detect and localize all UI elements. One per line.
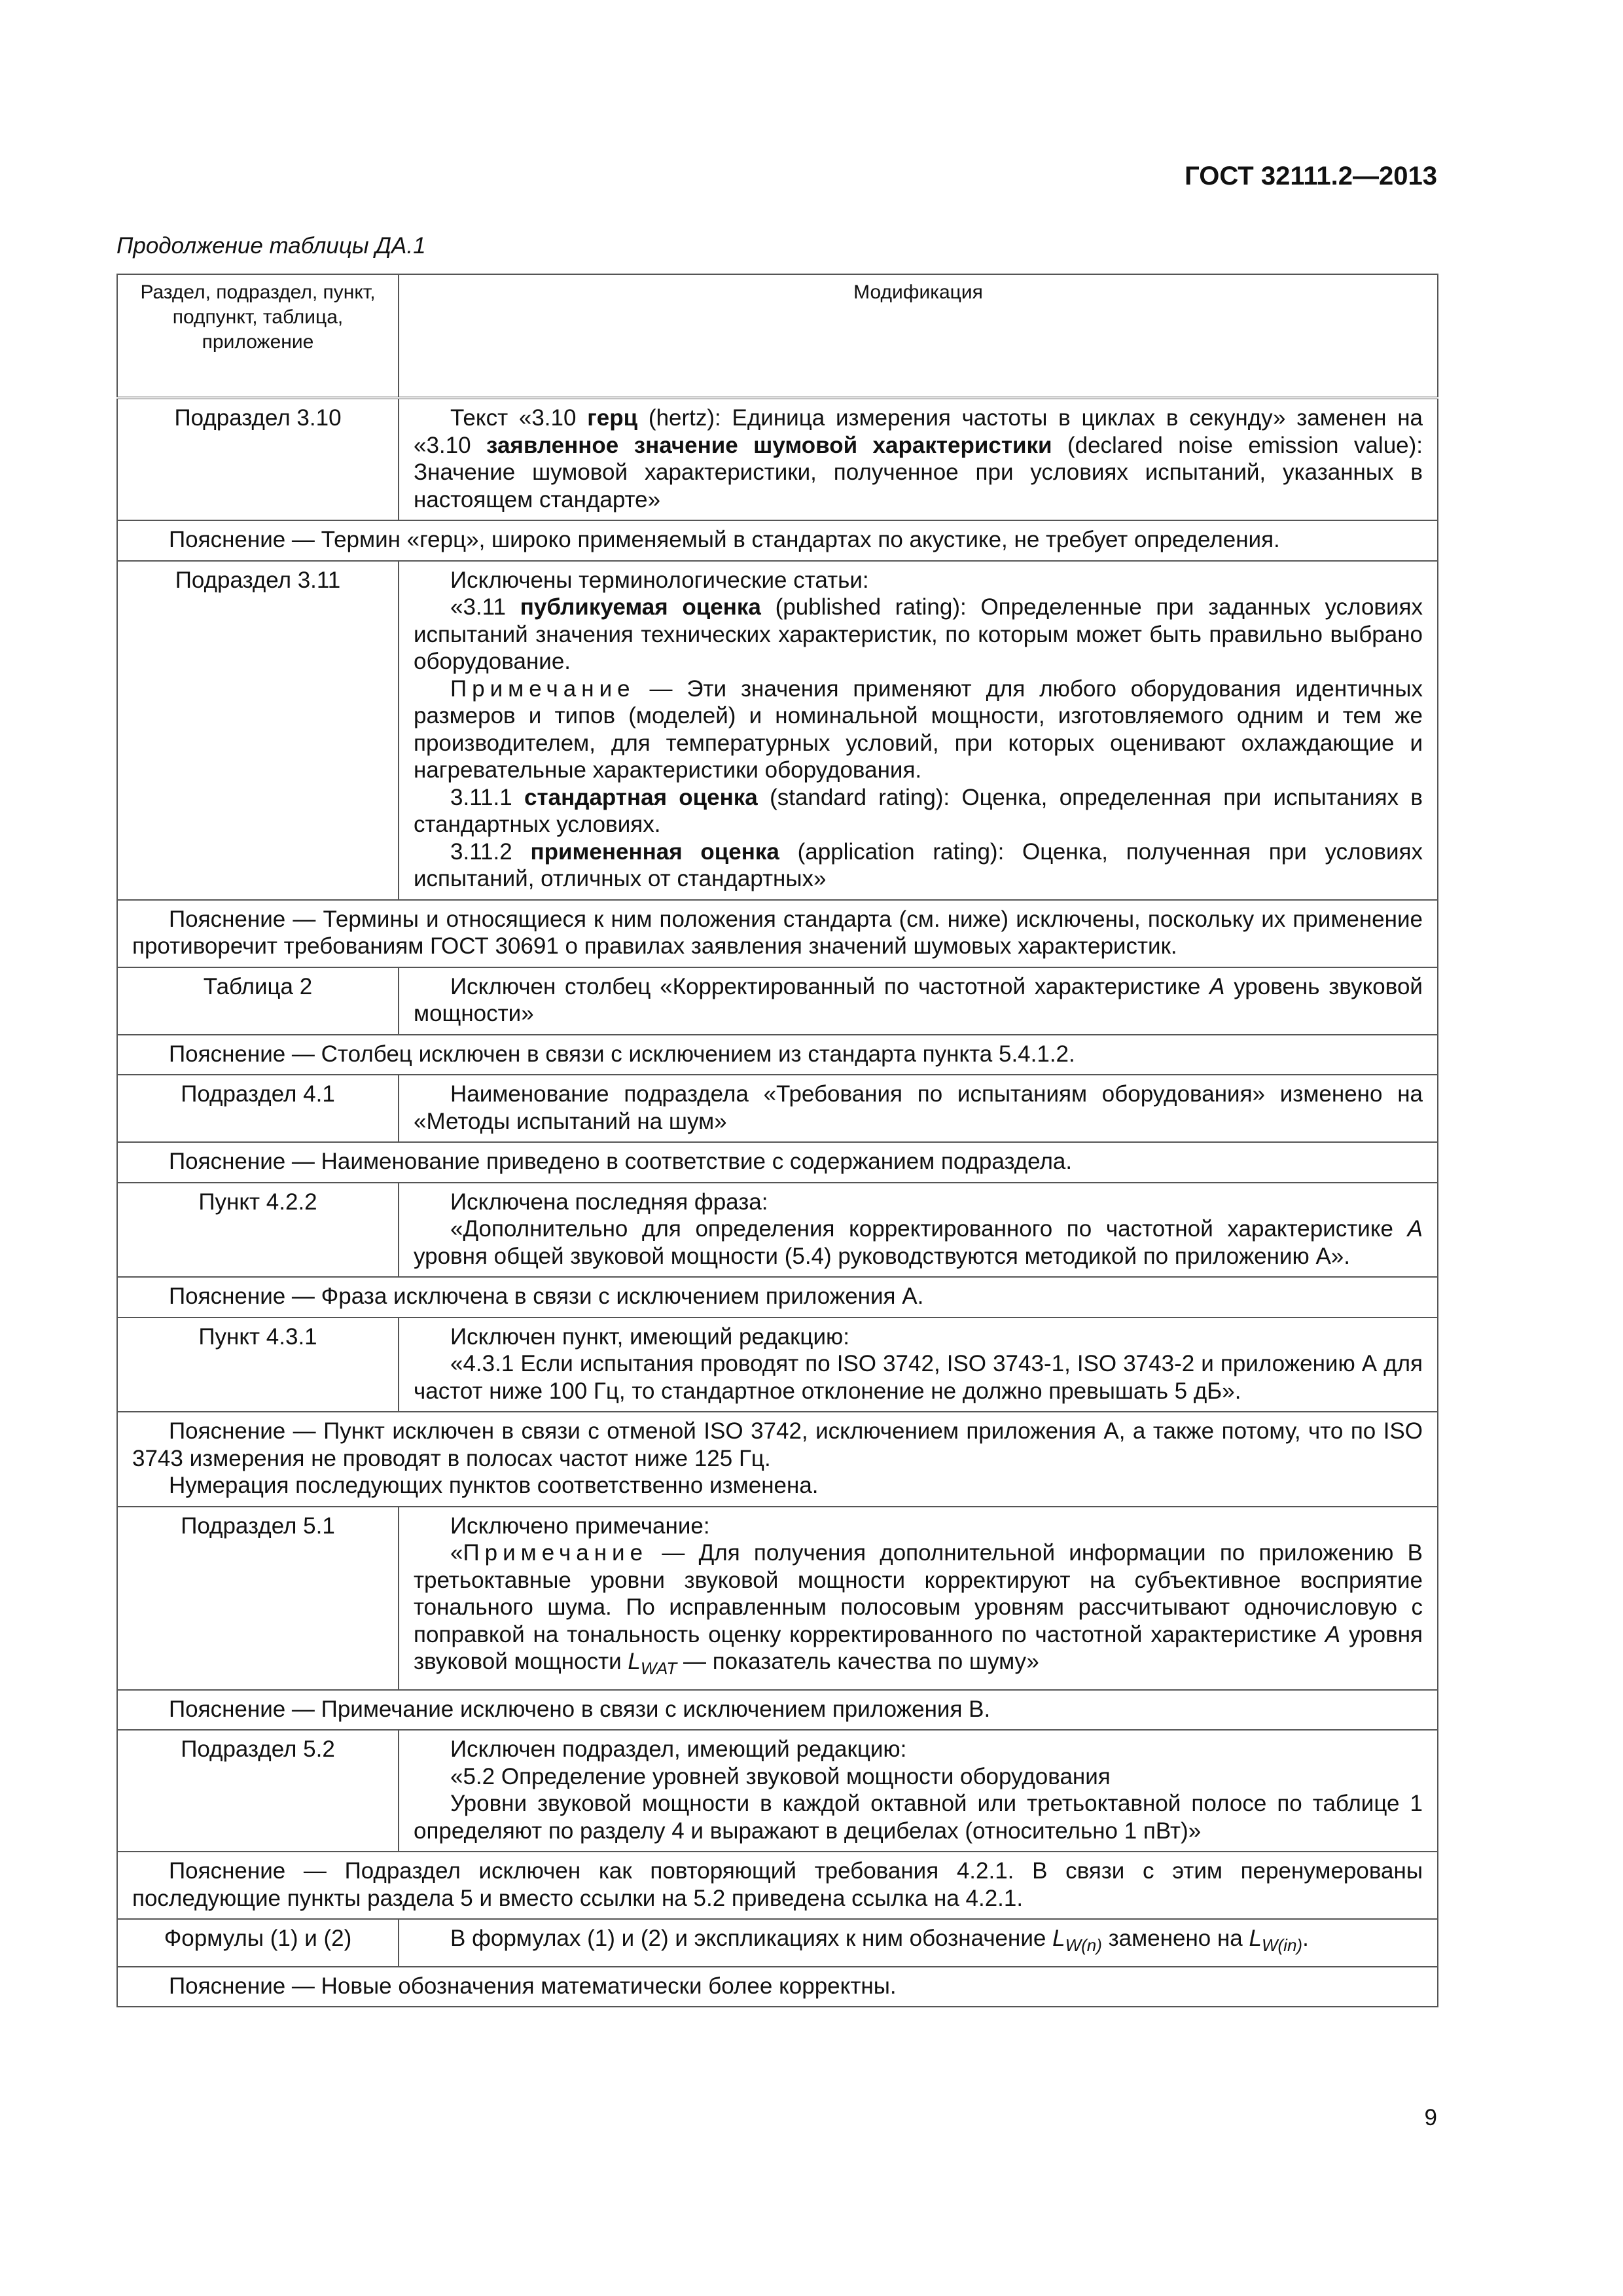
note-cell: Пояснение — Термин «герц», широко применяемый в стандартах по акустике, не требует определения.	[117, 520, 1438, 561]
note-row	[117, 1967, 1438, 2007]
modification-cell: Исключены терминологические статьи: «3.11 публикуемая оценка (published rating): Определенные при заданных условиях испытаний значения технических характеристик, по которым может быть правильно выбрано оборудование. Примечание — Эти значения применяют для любого оборудования идентичных размеров и типов (моделей) и номинальной мощности, изготовляемого одним и тем же производителем, для температурных условий, при которых оценивают охлаждающие и нагревательные характеристики оборудования. 3.11.1 стандартная оценка (standard rating): Оценка, определенная при испытаниях в стандартных условиях. 3.11.2 примененная оценка (application rating): Оценка, полученная при условиях испытаний, отличных от стандартных»	[399, 561, 1438, 900]
section-cell: Подраздел 4.1	[117, 1075, 399, 1142]
note-cell: Пояснение — Новые обозначения математически более корректны.	[117, 1967, 1438, 2007]
modification-cell: Исключен подраздел, имеющий редакцию: «5.2 Определение уровней звуковой мощности оборудования Уровни звуковой мощности в каждой октавной или третьоктавной полосе по таблице 1 определяют по разделу 4 и выражают в децибелах (относительно 1 пВт)»	[399, 1730, 1438, 1852]
note-row	[117, 1690, 1438, 1731]
modification-cell: В формулах (1) и (2) и экспликациях к ним обозначение $L_{W(n)}$ заменено на $L_{W(in)}$.	[399, 1919, 1438, 1967]
table-row	[117, 1919, 1438, 1967]
table-row	[117, 1183, 1438, 1278]
column-header-modification: Модификация	[399, 274, 1438, 398]
note-cell: Пояснение — Фраза исключена в связи с исключением приложения А.	[117, 1277, 1438, 1318]
note-row	[117, 900, 1438, 967]
section-cell: Пункт 4.2.2	[117, 1183, 399, 1278]
note-cell: Пояснение — Примечание исключено в связи с исключением приложения В.	[117, 1690, 1438, 1731]
document-number: ГОСТ 32111.2—2013	[1185, 162, 1437, 190]
page-number: 9	[1424, 2105, 1437, 2130]
modification-cell: Исключено примечание: «Примечание — Для получения дополнительной информации по приложению В третьоктавные уровни звуковой мощности корректируют на субъективное восприятие тонального шума. По исправленным полосовым уровням рассчитывают одночисловую с поправкой на тональность оценку корректированного по частотной характеристике А уровня звуковой мощности $L_{WAT}$ — показатель качества по шуму»	[399, 1507, 1438, 1690]
section-cell: Таблица 2	[117, 967, 399, 1035]
note-cell: Пояснение — Пункт исключен в связи с отменой ISO 3742, исключением приложения А, а также потому, что по ISO 3743 измерения не проводят в полосах частот ниже 125 Гц. Нумерация последующих пунктов соответственно изменена.	[117, 1412, 1438, 1507]
section-cell: Формулы (1) и (2)	[117, 1919, 399, 1967]
note-row	[117, 520, 1438, 561]
table-row	[117, 1318, 1438, 1412]
modification-text: Текст «3.10 герц (hertz): Единица измерения частоты в циклах в секунду» заменен на «3.10 заявленное значение шумовой характеристики (declared noise emission value): Значение шумовой характеристики, полученное при условиях испытаний, указанных в настоящем стандарте»	[414, 405, 1423, 512]
note-cell: Пояснение — Термины и относящиеся к ним положения стандарта (см. ниже) исключены, поскольку их применение противоречит требованиям ГОСТ 30691 о правилах заявления значений шумовых характеристик.	[117, 900, 1438, 967]
table-row	[117, 1075, 1438, 1142]
note-row	[117, 1412, 1438, 1507]
table-row	[117, 1730, 1438, 1852]
table-row	[117, 561, 1438, 900]
modifications-table	[116, 274, 1438, 2007]
section-cell: Подраздел 3.11	[117, 561, 399, 900]
table-row	[117, 1507, 1438, 1690]
modification-cell	[399, 398, 1438, 520]
note-row	[117, 1142, 1438, 1183]
section-cell: Пункт 4.3.1	[117, 1318, 399, 1412]
note-cell: Пояснение — Наименование приведено в соответствие с содержанием подраздела.	[117, 1142, 1438, 1183]
modification-cell: Исключен пункт, имеющий редакцию: «4.3.1 Если испытания проводят по ISO 3742, ISO 3743-1, ISO 3743-2 и приложению А для частот ниже 100 Гц, то стандартное отклонение не должно превышать 5 дБ».	[399, 1318, 1438, 1412]
note-cell: Пояснение — Столбец исключен в связи с исключением из стандарта пункта 5.4.1.2.	[117, 1035, 1438, 1075]
table-row	[117, 398, 1438, 520]
modification-cell: Исключен столбец «Корректированный по частотной характеристике А уровень звуковой мощности»	[399, 967, 1438, 1035]
table-row	[117, 967, 1438, 1035]
section-cell: Подраздел 3.10	[117, 398, 399, 520]
note-row	[117, 1852, 1438, 1919]
table-caption: Продолжение таблицы ДА.1	[116, 233, 426, 259]
note-row	[117, 1035, 1438, 1075]
column-header-section: Раздел, подраздел, пункт, подпункт, таблица, приложение	[117, 274, 399, 398]
modification-cell: Исключена последняя фраза: «Дополнительно для определения корректированного по частотной характеристике А уровня общей звуковой мощности (5.4) руководствуются методикой по приложению А».	[399, 1183, 1438, 1278]
section-cell: Подраздел 5.1	[117, 1507, 399, 1690]
modification-cell: Наименование подраздела «Требования по испытаниям оборудования» изменено на «Методы испытаний на шум»	[399, 1075, 1438, 1142]
note-row	[117, 1277, 1438, 1318]
note-cell: Пояснение — Подраздел исключен как повторяющий требования 4.2.1. В связи с этим перенумерованы последующие пункты раздела 5 и вместо ссылки на 5.2 приведена ссылка на 4.2.1.	[117, 1852, 1438, 1919]
section-cell: Подраздел 5.2	[117, 1730, 399, 1852]
table-header-row	[117, 274, 1438, 398]
